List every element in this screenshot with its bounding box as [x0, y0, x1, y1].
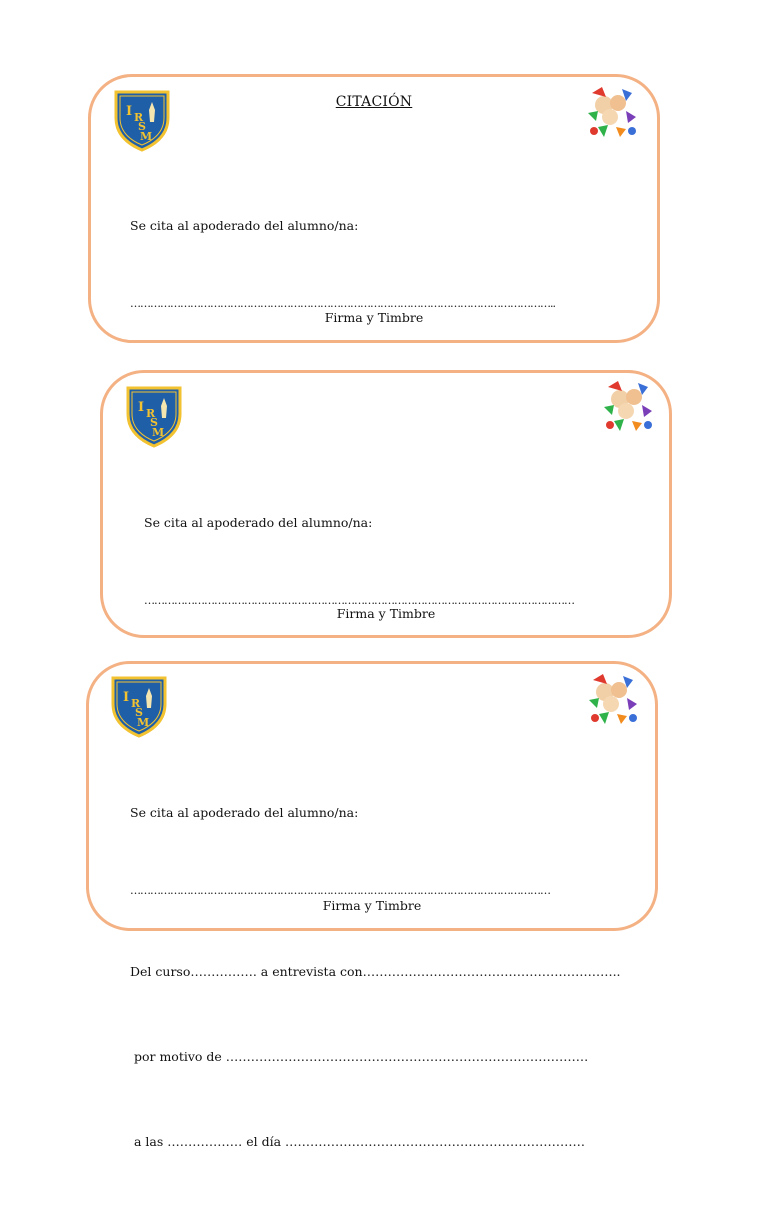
- text-se-cita: Se cita al apoderado del alumno/na:: [130, 805, 359, 820]
- school-crest-logo: [109, 674, 169, 738]
- svg-text:S: S: [150, 416, 158, 429]
- citation-card: [100, 370, 672, 638]
- text-se-cita: Se cita al apoderado del alumno/na:: [144, 515, 373, 530]
- form-text: [130, 743, 621, 1213]
- text-por-motivo: por motivo de ……………………………………………………………………………: [130, 1049, 589, 1064]
- signature-label: Firma y Timbre: [322, 898, 422, 913]
- citation-card: [86, 661, 658, 1149]
- children-clipart-icon: [583, 670, 641, 728]
- children-clipart-icon: [598, 377, 656, 435]
- fill-line-student-name: ………………………………………………………………………………………………………………..: [130, 297, 555, 310]
- card-title: CITACIÓN: [335, 94, 413, 110]
- school-crest-logo: [124, 384, 184, 448]
- svg-text:I: I: [123, 690, 130, 705]
- svg-text:M: M: [140, 130, 153, 143]
- text-a-las: a las ……………… el día ………………………………………………………………: [130, 1134, 586, 1149]
- svg-text:M: M: [137, 716, 150, 729]
- signature-label: Firma y Timbre: [324, 310, 424, 325]
- svg-text:I: I: [138, 400, 145, 415]
- svg-text:M: M: [152, 426, 165, 439]
- svg-text:S: S: [135, 706, 143, 719]
- children-clipart-icon: [582, 83, 640, 141]
- fill-line-student-name: ………………………………………………………………………………………………………………: [130, 884, 550, 897]
- text-se-cita: Se cita al apoderado del alumno/na:: [130, 218, 359, 233]
- fill-line-student-name: …………………………………………………………………………………………………………………: [144, 594, 574, 607]
- citation-card: [88, 74, 660, 343]
- svg-text:S: S: [138, 120, 146, 133]
- svg-text:R: R: [146, 407, 156, 420]
- text-del-curso: Del curso……………. a entrevista con……………………………………………………..: [130, 964, 621, 979]
- signature-label: Firma y Timbre: [336, 606, 436, 621]
- svg-text:R: R: [131, 697, 141, 710]
- svg-text:I: I: [126, 104, 133, 119]
- svg-text:R: R: [134, 111, 144, 124]
